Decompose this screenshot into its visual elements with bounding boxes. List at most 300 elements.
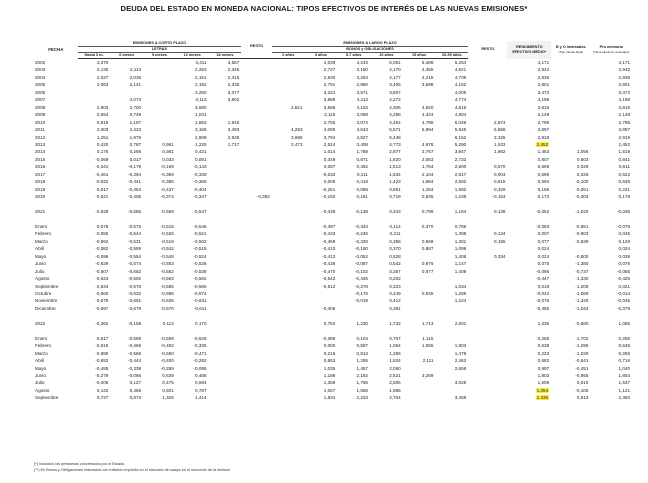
table-cell (435, 171, 468, 178)
col-15-anos: 15 años (403, 53, 436, 59)
cell-value: 0,528 (389, 253, 401, 259)
cell-value: 3,250 (195, 89, 207, 95)
cell-value: 4,455 (421, 67, 434, 73)
cell-value: -0,466 (128, 343, 142, 349)
cell-value: 0,653 (323, 358, 336, 364)
cell-value: 0,727 (96, 395, 109, 401)
cell-value: -0,497 (322, 223, 336, 229)
cell-value: 1,803 (537, 372, 550, 378)
cell-value: 5,666 (493, 127, 506, 133)
cell-value: 2,919 (618, 134, 630, 140)
cell-value: 0,181 (356, 194, 368, 200)
cell-value: 0,569 (537, 164, 550, 170)
table-cell (590, 104, 632, 111)
table-cell (337, 305, 370, 312)
table-cell (305, 156, 338, 163)
header-byo (551, 41, 590, 59)
header-rendimiento: RENDIMIENTO EFECTIVO MEDIO* (507, 41, 551, 59)
cell-value: -0,552 (160, 268, 174, 274)
cell-value: 1,164 (454, 209, 467, 215)
table-cell (110, 238, 143, 245)
table-cell (337, 186, 370, 193)
row-label: Marzo (35, 238, 48, 244)
table-cell (143, 111, 176, 118)
table-cell (78, 387, 111, 394)
cell-value: 1,804 (618, 372, 630, 378)
cell-value: -0,447 (536, 276, 550, 282)
cell-value: 0,682 (537, 358, 550, 364)
table-row (34, 260, 632, 267)
cell-value: -0,441 (128, 179, 142, 185)
table-cell (305, 171, 338, 178)
table-cell (272, 148, 305, 155)
table-row (34, 350, 632, 357)
cell-value: 4,258 (389, 112, 401, 118)
table-cell (241, 394, 272, 401)
cell-value: -0,179 (128, 164, 142, 170)
table-cell (468, 372, 507, 379)
table-cell (551, 394, 590, 401)
table-row (34, 268, 632, 275)
cell-value: 4,921 (454, 67, 467, 73)
cell-value: 0,707 (389, 335, 401, 341)
table-cell (305, 387, 338, 394)
table-cell (468, 163, 507, 170)
cell-value: 0,343 (389, 209, 401, 215)
table-cell (403, 163, 436, 170)
table-cell (176, 283, 209, 290)
table-cell (143, 379, 176, 386)
table-cell (370, 268, 403, 275)
table-cell (78, 275, 111, 282)
table-cell (272, 350, 305, 357)
cell-value: 0,255 (537, 335, 550, 341)
table-cell (551, 111, 590, 118)
table-cell (143, 335, 176, 342)
cell-value: -0,379 (616, 305, 630, 311)
table-row (34, 342, 632, 349)
table-cell (209, 335, 242, 342)
table-cell (272, 275, 305, 282)
table-cell (272, 104, 305, 111)
cell-value: -0,282 (193, 358, 207, 364)
table-cell (435, 253, 468, 260)
cell-value: 0,231 (618, 186, 630, 192)
cell-value: -0,019 (354, 298, 368, 304)
table-cell (370, 365, 403, 372)
cell-value: 2,463 (454, 358, 467, 364)
table-row (34, 111, 632, 118)
table-cell (305, 283, 338, 290)
table-cell (272, 193, 305, 200)
table-row (34, 223, 632, 230)
cell-value: 0,645 (618, 343, 630, 349)
table-cell (143, 59, 176, 67)
table-cell (209, 372, 242, 379)
table-cell (209, 148, 242, 155)
cell-value: -0,851 (575, 223, 589, 229)
cell-value: 4,113 (195, 97, 207, 103)
table-cell (272, 186, 305, 193)
cell-value: 0,112 (162, 320, 174, 326)
table-cell (143, 126, 176, 133)
cell-value: -0,035 (616, 209, 630, 215)
cell-value: 0,945 (421, 291, 434, 297)
cell-value: 1,121 (618, 387, 630, 393)
table-cell (305, 230, 338, 237)
table-cell (370, 104, 403, 111)
table-cell (370, 275, 403, 282)
cell-value: 2,111 (422, 358, 434, 364)
cell-value: 1,115 (422, 335, 434, 341)
table-cell (551, 148, 590, 155)
table-cell (110, 268, 143, 275)
cell-value: 4,920 (421, 104, 434, 110)
table-row (34, 186, 632, 193)
table-cell (370, 290, 403, 297)
cell-value: 4,152 (454, 82, 467, 88)
table-cell (176, 126, 209, 133)
table-cell (507, 275, 551, 282)
table-cell (337, 119, 370, 126)
table-cell (272, 223, 305, 230)
table-cell (110, 81, 143, 88)
table-cell (370, 163, 403, 170)
table-cell (435, 119, 468, 126)
cell-value: 0,615 (493, 179, 506, 185)
table-cell (403, 186, 436, 193)
cell-value: 5,061 (389, 60, 401, 65)
cell-value: 0,835 (421, 194, 434, 200)
table-cell (403, 193, 436, 200)
cell-value: -0,559 (160, 209, 174, 215)
cell-value: 0,654 (96, 112, 109, 118)
cell-value: 2,942 (537, 67, 550, 73)
cell-value: 2,130 (96, 67, 109, 73)
cell-value: 4,424 (421, 112, 434, 118)
row-label: 2008 (35, 104, 46, 110)
table-cell (468, 156, 507, 163)
cell-value: -0,634 (95, 283, 109, 289)
cell-value: -0,341 (95, 164, 109, 170)
cell-value: -0,839 (575, 238, 589, 244)
cell-value: -0,425 (616, 276, 630, 282)
table-cell (241, 268, 272, 275)
table-cell (305, 394, 338, 401)
cell-value: -0,454 (128, 186, 142, 192)
table-row (34, 253, 632, 260)
table-cell (272, 238, 305, 245)
table-cell (209, 119, 242, 126)
table-cell (403, 394, 436, 401)
table-cell (507, 66, 551, 73)
table-cell (590, 59, 632, 67)
cell-value: 4,978 (421, 141, 434, 147)
table-cell (110, 297, 143, 304)
cell-value: 3,263 (356, 74, 368, 80)
table-cell (143, 283, 176, 290)
table-row (34, 238, 632, 245)
table-cell (370, 59, 403, 67)
table-cell (241, 365, 272, 372)
table-cell (110, 387, 143, 394)
table-cell (507, 126, 551, 133)
cell-value: -1,029 (575, 350, 589, 356)
cell-value: 1,014 (323, 149, 336, 155)
table-cell (590, 297, 632, 304)
cell-value: 1,326 (162, 395, 174, 401)
cell-value: -0,679 (128, 305, 142, 311)
cell-value: 1,251 (96, 134, 109, 140)
table-cell (551, 387, 590, 394)
cell-value: 4,619 (454, 104, 467, 110)
table-cell (468, 342, 507, 349)
cell-value: 3,472 (618, 89, 630, 95)
table-cell (370, 96, 403, 103)
table-cell (176, 89, 209, 96)
table-cell (590, 320, 632, 327)
cell-value: 1,788 (356, 149, 368, 155)
table-cell (241, 305, 272, 312)
table-cell (110, 320, 143, 327)
table-cell (590, 350, 632, 357)
table-cell (110, 335, 143, 342)
table-cell (590, 335, 632, 342)
cell-value: 2,350 (618, 395, 630, 401)
cell-value: 3,408 (356, 141, 368, 147)
table-cell (370, 171, 403, 178)
cell-value: -1,330 (575, 276, 589, 282)
table-cell (403, 178, 436, 185)
cell-value: 3,815 (618, 104, 630, 110)
table-cell (272, 74, 305, 81)
table-cell (241, 89, 272, 96)
table-cell (78, 74, 111, 81)
table-cell (337, 238, 370, 245)
table-cell (403, 320, 436, 327)
row-label: Agosto (35, 276, 50, 282)
cell-value: 0,668 (421, 238, 434, 244)
cell-value: 1,065 (421, 343, 434, 349)
cell-value: -0,623 (95, 276, 109, 282)
row-label: Mayo (35, 365, 47, 371)
cell-value: 5,048 (454, 119, 467, 125)
cell-value: -0,014 (616, 291, 630, 297)
table-cell (403, 119, 436, 126)
cell-value: 3,029 (454, 380, 467, 386)
table-cell (507, 305, 551, 312)
table-cell (507, 230, 551, 237)
cell-value: -0,903 (575, 231, 589, 237)
table-cell (176, 178, 209, 185)
table-cell (590, 394, 632, 401)
table-row (34, 297, 632, 304)
cell-value: 0,357 (389, 268, 401, 274)
cell-value: 2,942 (618, 67, 630, 73)
table-cell (110, 66, 143, 73)
cell-value: 1,031 (195, 112, 207, 118)
cell-value: 3,902 (227, 97, 240, 103)
table-cell (370, 208, 403, 215)
table-cell (241, 208, 272, 215)
table-cell (551, 320, 590, 327)
table-cell (78, 126, 111, 133)
spacer-cell (34, 201, 632, 208)
table-cell (551, 260, 590, 267)
table-cell (176, 372, 209, 379)
table-cell (209, 245, 242, 252)
cell-value: 2,727 (323, 67, 336, 73)
cell-value: 1,423 (389, 179, 401, 185)
cell-value: 1,301 (454, 238, 467, 244)
cell-value: -0,374 (160, 194, 174, 200)
table-cell (78, 111, 111, 118)
table-cell (110, 350, 143, 357)
cell-value: -0,515 (193, 246, 207, 252)
cell-value: 1,533 (493, 141, 506, 147)
table-cell (176, 141, 209, 148)
table-cell (78, 365, 111, 372)
table-cell (590, 193, 632, 200)
cell-value: -0,413 (322, 253, 336, 259)
cell-value: 0,134 (493, 231, 506, 237)
cell-value: -0,582 (128, 268, 142, 274)
cell-value: 0,039 (618, 253, 630, 259)
cell-value: 0,887 (421, 246, 434, 252)
table-cell (176, 275, 209, 282)
row-label: 2004 (35, 74, 46, 80)
table-cell (370, 253, 403, 260)
table-cell (435, 148, 468, 155)
cell-value: 2,036 (129, 74, 142, 80)
table-cell (143, 238, 176, 245)
header-resto-largo: RESTO (481, 47, 495, 52)
cell-value: 3,897 (618, 127, 630, 133)
table-cell (110, 208, 143, 215)
cell-value: 2,452 (618, 141, 630, 147)
table-cell (110, 245, 143, 252)
cell-value: -0,069 (95, 156, 109, 162)
cell-value: 1,264 (421, 186, 434, 192)
cell-value: 3,794 (323, 134, 336, 140)
table-cell (241, 290, 272, 297)
cell-value: 0,010 (576, 380, 589, 386)
table-cell (78, 171, 111, 178)
table-cell (241, 357, 272, 364)
cell-value: -0,515 (160, 223, 174, 229)
table-cell (468, 208, 507, 215)
cell-value: -0,583 (160, 276, 174, 282)
table-cell (590, 171, 632, 178)
table-cell (272, 119, 305, 126)
row-label: Septiembre (35, 395, 59, 401)
cell-value: 5,290 (454, 141, 467, 147)
table-cell (551, 365, 590, 372)
table-cell (551, 283, 590, 290)
table-cell (143, 387, 176, 394)
table-cell (468, 379, 507, 386)
table-cell (241, 126, 272, 133)
cell-value: 0,045 (618, 231, 630, 237)
cell-value: 1,064 (389, 343, 401, 349)
table-cell (78, 89, 111, 96)
table-cell (507, 223, 551, 230)
table-cell (143, 96, 176, 103)
cell-value: 0,420 (96, 141, 109, 147)
cell-value: 1,915 (227, 119, 240, 125)
table-cell (370, 342, 403, 349)
table-cell (507, 156, 551, 163)
table-cell (337, 342, 370, 349)
cell-value: -0,251 (322, 186, 336, 192)
table-cell (435, 238, 468, 245)
row-label: 2009 (35, 112, 46, 118)
table-cell (110, 111, 143, 118)
cell-value: -0,574 (128, 261, 142, 267)
table-cell (305, 275, 338, 282)
cell-value: 2,919 (537, 134, 550, 140)
table-cell (370, 350, 403, 357)
table-cell (110, 223, 143, 230)
cell-value: 2,233 (356, 395, 368, 401)
table-cell (551, 96, 590, 103)
table-cell (241, 223, 272, 230)
table-cell (590, 275, 632, 282)
cell-value: 0,356 (389, 238, 401, 244)
table-cell (272, 253, 305, 260)
cell-value: 0,126 (618, 238, 630, 244)
cell-value: 0,769 (454, 223, 467, 229)
cell-value: -0,339 (193, 171, 207, 177)
table-cell (507, 178, 551, 185)
row-label: 2015 (35, 156, 46, 162)
table-cell (337, 379, 370, 386)
table-cell (143, 305, 176, 312)
table-cell (241, 186, 272, 193)
table-cell (435, 111, 468, 118)
cell-value: -0,366 (193, 179, 207, 185)
table-cell (209, 268, 242, 275)
table-cell (403, 335, 436, 342)
table-cell (78, 350, 111, 357)
cell-value: 2,315 (227, 74, 240, 80)
cell-value: -0,404 (193, 186, 207, 192)
table-cell (435, 245, 468, 252)
table-cell (403, 126, 436, 133)
table-cell (272, 89, 305, 96)
table-cell (551, 357, 590, 364)
cell-value: 3,686 (323, 104, 336, 110)
table-cell (272, 283, 305, 290)
cell-value: -0,303 (575, 194, 589, 200)
cell-value: -0,596 (95, 253, 109, 259)
cell-value: 5,945 (454, 127, 467, 133)
cell-value: 1,732 (389, 320, 401, 326)
cell-value: 2,115 (324, 112, 336, 118)
cell-value: -0,095 (193, 365, 207, 371)
cell-value: 0,024 (618, 246, 630, 252)
cell-value: 0,596 (537, 171, 550, 177)
cell-value: 2,050 (389, 365, 401, 371)
highlighted-cell (507, 394, 551, 401)
table-cell (176, 365, 209, 372)
table-cell (209, 305, 242, 312)
cell-value: 5,448 (389, 134, 401, 140)
cell-value: 0,749 (129, 112, 142, 118)
cell-value: -0,526 (160, 231, 174, 237)
cell-value: -1,209 (575, 283, 589, 289)
cell-value: 0,255 (618, 350, 630, 356)
